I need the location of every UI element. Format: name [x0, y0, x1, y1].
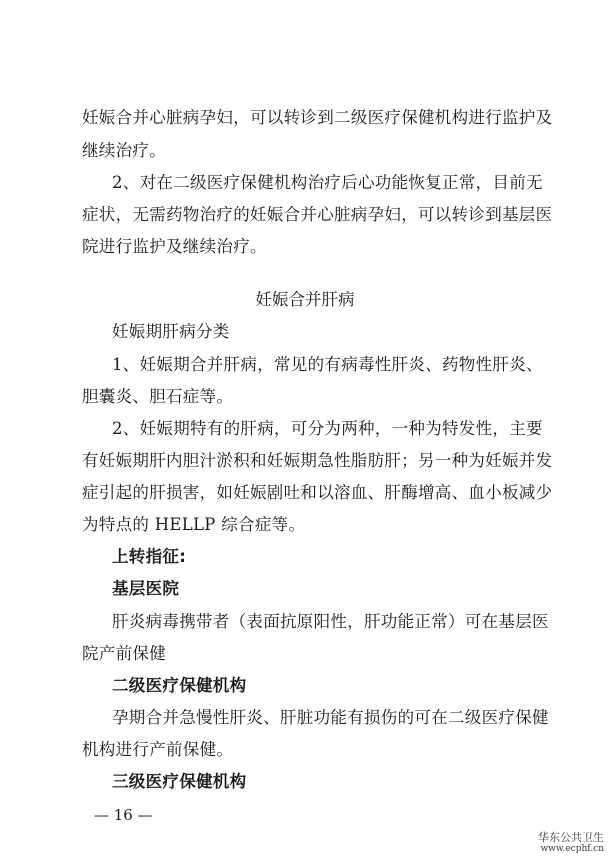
- text-line: 胆囊炎、胆石症等。: [82, 387, 234, 406]
- text-line: 孕期合并急慢性肝炎、肝脏功能有损伤的可在二级医疗保健: [112, 708, 549, 727]
- level-heading: 三级医疗保健机构: [112, 772, 247, 791]
- text-line: 2、妊娠期特有的肝病，可分为两种，一种为特发性，主要: [112, 419, 543, 438]
- subheading: 妊娠期肝病分类: [112, 322, 230, 341]
- text-line: 妊娠合并心脏病孕妇，可以转诊到二级医疗保健机构进行监护及: [82, 108, 553, 127]
- text-line: 2、对在二级医疗保健机构治疗后心功能恢复正常，目前无: [112, 173, 543, 192]
- text-line: 症引起的肝损害，如妊娠剧吐和以溶血、肝酶增高、血小板减少: [82, 483, 553, 502]
- level-heading: 基层医院: [112, 579, 180, 598]
- text-line: 肝炎病毒携带者（表面抗原阳性，肝功能正常）可在基层医: [112, 612, 549, 631]
- text-line: 为特点的 HELLP 综合症等。: [82, 515, 306, 534]
- watermark: [538, 831, 604, 855]
- text-line: 院进行监护及继续治疗。: [82, 237, 267, 256]
- text-line: 症状，无需药物治疗的妊娠合并心脏病孕妇，可以转诊到基层医: [82, 205, 553, 224]
- text-line: 继续治疗。: [82, 141, 166, 160]
- page-number: — 16 —: [94, 806, 153, 824]
- watermark-url: www.ecphf.cn: [540, 844, 604, 854]
- section-title: 妊娠合并肝病: [255, 290, 355, 309]
- watermark-name: 华东公共卫生: [538, 831, 604, 844]
- referral-heading: 上转指征:: [112, 547, 187, 566]
- text-line: 1、妊娠期合并肝病，常见的有病毒性肝炎、药物性肝炎、: [112, 355, 543, 374]
- text-line: 院产前保健: [82, 644, 166, 663]
- text-line: 有妊娠期肝内胆汁淤积和妊娠期急性脂肪肝；另一种为妊娠并发: [82, 451, 553, 470]
- level-heading: 二级医疗保健机构: [112, 676, 247, 695]
- text-line: 机构进行产前保健。: [82, 740, 234, 759]
